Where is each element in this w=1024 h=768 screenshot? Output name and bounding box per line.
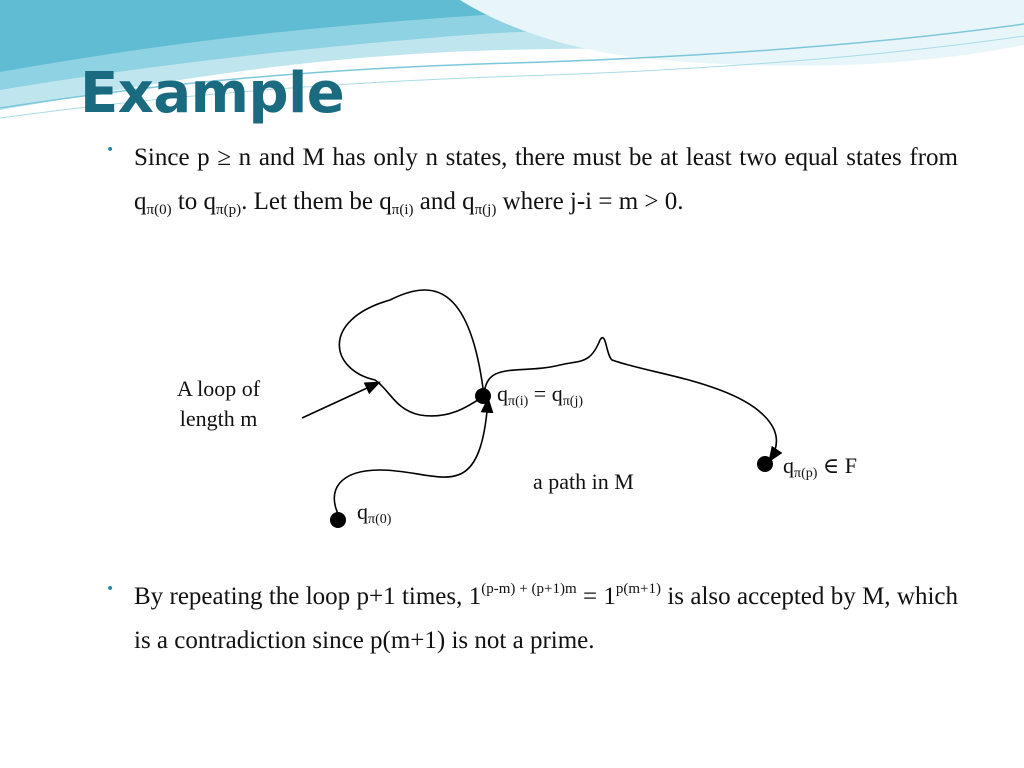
bullet-text-1: Since p ≥ n and M has only n states, there must be at least two equal states from $q_{\pi(0)}$ to $q_{\pi(p)}$. Let them be $q_{\pi(i)}$ and $q_{\pi(j)}$ where j-i = m > 0. bbox=[134, 144, 958, 218]
loop-label-arrow bbox=[302, 383, 378, 418]
state-label-q0: $q_{\pi(0)}$ bbox=[357, 499, 392, 527]
bullet-dot-icon: • bbox=[106, 581, 115, 597]
loop-label bbox=[177, 374, 260, 434]
slide-title: Example bbox=[80, 61, 345, 126]
bullet-item-1 bbox=[106, 136, 958, 224]
state-dot-q0 bbox=[330, 512, 346, 528]
loop-label-line2: length m bbox=[179, 406, 258, 431]
bullet-text-2: By repeating the loop p+1 times, $1^{(p-m) + (p+1)m} = 1^{p(m+1)}$ is also accepted by M, which is a contradiction since p(m+1) is not a prime. bbox=[134, 581, 958, 654]
state-label-qij: $q_{\pi(i)} = q_{\pi(j)}$ bbox=[497, 381, 584, 409]
state-dot-qij bbox=[475, 388, 491, 404]
state-label-qp: $q_{\pi(p)}$ ∈ F bbox=[783, 453, 857, 481]
bullet-dot-icon: • bbox=[106, 142, 115, 158]
loop-curve bbox=[339, 290, 484, 416]
bullet-item-2 bbox=[106, 575, 958, 663]
path-label: a path in M bbox=[533, 469, 634, 494]
state-dot-qp bbox=[757, 456, 773, 472]
loop-label-line1: A loop of bbox=[177, 376, 261, 401]
